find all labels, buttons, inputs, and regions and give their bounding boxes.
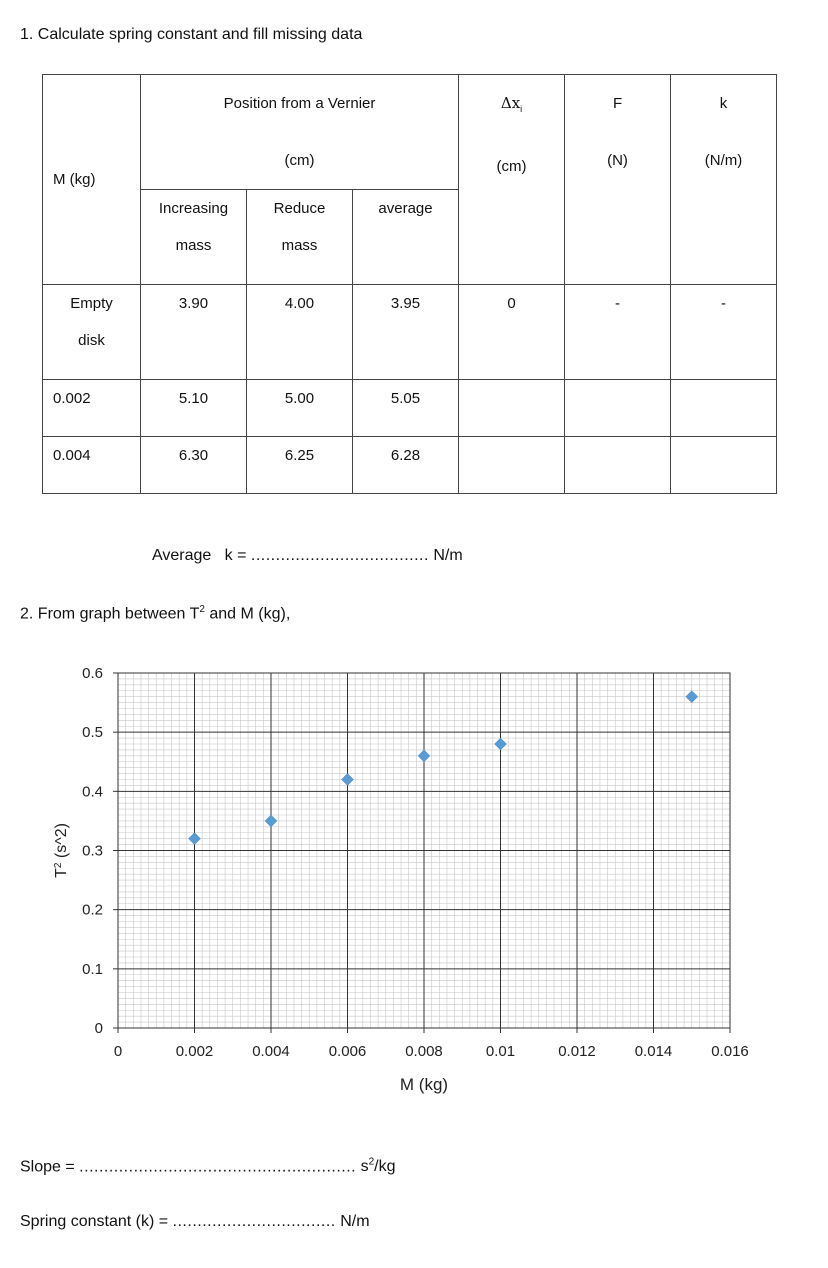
cell-reduce: 4.00: [247, 285, 353, 380]
x-tick-label: 0.004: [252, 1043, 290, 1060]
x-axis-label: M (kg): [399, 1075, 449, 1094]
subheader-increasing: Increasing mass: [141, 190, 247, 285]
cell-increasing: 6.30: [141, 437, 247, 494]
cell-reduce: 5.00: [247, 380, 353, 437]
cell-increasing: 3.90: [141, 285, 247, 380]
cell-mass: Empty disk: [43, 285, 141, 380]
table-row: [43, 285, 777, 380]
x-tick-label: 0.016: [711, 1043, 749, 1060]
x-tick-label: 0.012: [558, 1043, 596, 1060]
spring-constant-line: [20, 1213, 370, 1231]
cell-k[interactable]: [671, 437, 777, 494]
y-tick-label: 0.6: [82, 665, 103, 682]
cell-k[interactable]: [671, 380, 777, 437]
y-tick-label: 0.4: [82, 783, 103, 801]
average-k-label: Average k =: [152, 547, 247, 564]
cell-average: 6.28: [353, 437, 459, 494]
spring-constant-label: Spring constant (k) =: [20, 1213, 169, 1230]
question-1-title: 1. Calculate spring constant and fill missing data: [20, 26, 363, 43]
header-dx-label: $\Delta x_i$: [500, 94, 523, 114]
cell-dx: 0: [459, 285, 565, 380]
question-2-title: 2. From graph between $T^2$ and M (kg),: [20, 604, 291, 623]
slope-blank[interactable]: ........................................................: [79, 1158, 357, 1176]
y-tick-label: 0: [94, 1020, 103, 1037]
average-k-blank[interactable]: ....................................: [250, 547, 429, 564]
cell-force[interactable]: [565, 437, 671, 494]
y-tick-label: 0.5: [82, 724, 103, 742]
header-mass: M (kg): [43, 75, 141, 285]
x-tick-label: 0.01: [485, 1043, 516, 1060]
scatter-chart: [40, 655, 760, 1105]
cell-mass: 0.002: [43, 380, 141, 437]
y-tick-label: 0.3: [82, 842, 103, 860]
cell-force[interactable]: [565, 380, 671, 437]
cell-average: 3.95: [353, 285, 459, 380]
x-tick-label: 0.006: [328, 1043, 367, 1060]
table-row: [43, 380, 777, 437]
cell-dx[interactable]: [459, 437, 565, 494]
header-dx: [459, 75, 565, 285]
slope-unit: $s^2/kg$: [360, 1157, 396, 1176]
x-tick-label: 0.014: [634, 1043, 673, 1060]
table-header-row: [43, 75, 777, 190]
header-dx-unit: (cm): [496, 158, 527, 175]
header-position-unit: (cm): [284, 152, 315, 169]
header-force-unit: (N): [607, 152, 628, 169]
subheader-average: average: [353, 190, 459, 285]
cell-average: 5.05: [353, 380, 459, 437]
cell-dx[interactable]: [459, 380, 565, 437]
y-axis-label: $T^2$ (s^2): [52, 823, 70, 878]
y-tick-label: 0.1: [82, 960, 103, 978]
x-tick-label: 0.008: [405, 1043, 443, 1060]
slope-line: [20, 1157, 395, 1176]
y-tick-label: 0.2: [82, 901, 103, 919]
header-force: [565, 75, 671, 285]
x-tick-label: 0: [113, 1043, 123, 1060]
header-k-unit: (N/m): [704, 152, 743, 169]
data-table: [42, 74, 777, 494]
spring-constant-blank[interactable]: .................................: [172, 1213, 336, 1230]
average-k-unit: N/m: [433, 547, 463, 564]
header-k: [671, 75, 777, 285]
spring-constant-unit: N/m: [340, 1213, 370, 1230]
cell-k: -: [671, 285, 777, 380]
cell-force: -: [565, 285, 671, 380]
cell-increasing: 5.10: [141, 380, 247, 437]
average-k-line: [152, 547, 463, 565]
header-force-label: F: [612, 95, 623, 112]
header-k-label: k: [719, 95, 728, 112]
table-row: [43, 437, 777, 494]
subheader-reduce: Reduce mass: [247, 190, 353, 285]
x-tick-label: 0.002: [175, 1043, 214, 1060]
header-position-label: Position from a Vernier: [223, 95, 376, 112]
slope-label: Slope =: [20, 1158, 75, 1176]
cell-mass: 0.004: [43, 437, 141, 494]
header-position: [141, 75, 459, 190]
cell-reduce: 6.25: [247, 437, 353, 494]
